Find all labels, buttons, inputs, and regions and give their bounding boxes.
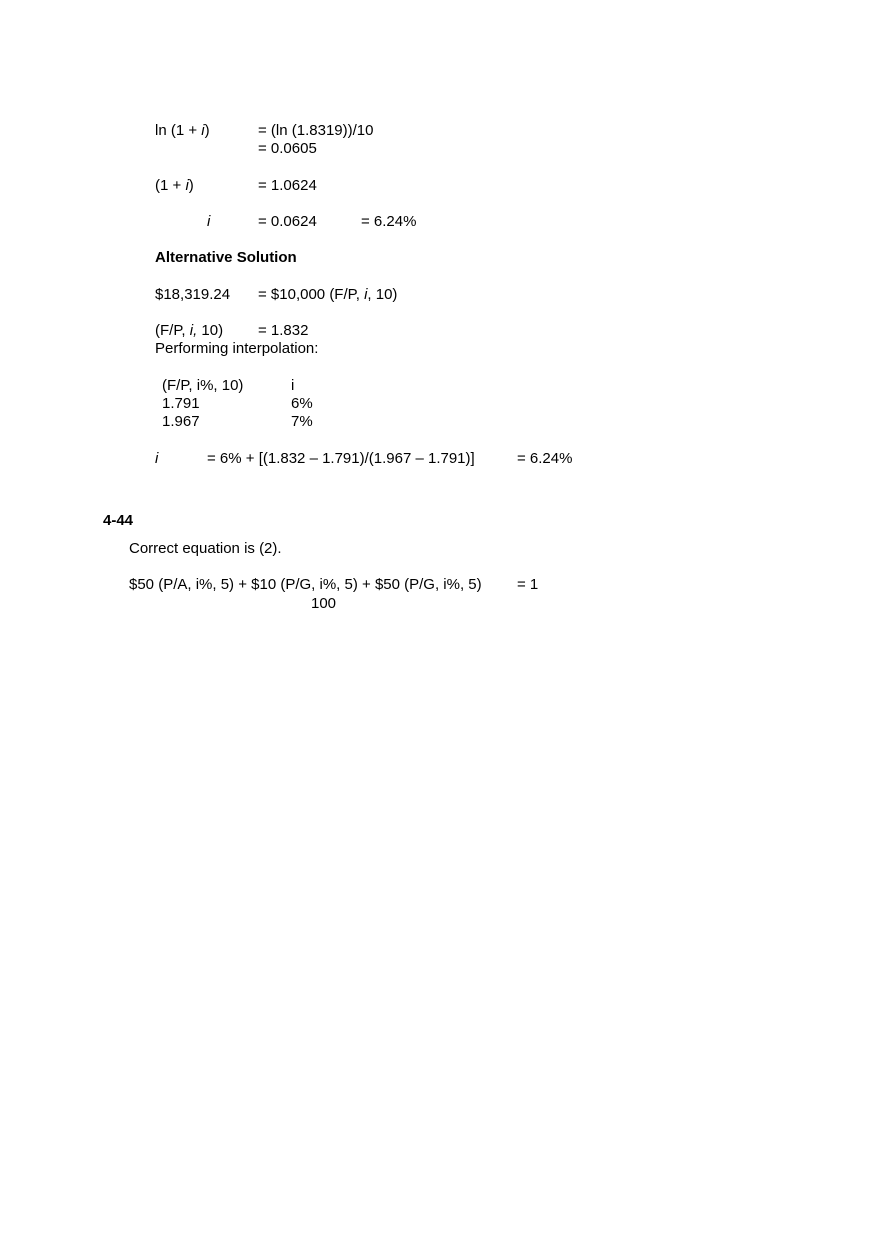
interp-header-rate: i bbox=[291, 377, 295, 394]
interp-result-value: = 6.24% bbox=[517, 450, 573, 467]
alt1-rhs: = $10,000 (F/P, i, 10) bbox=[258, 286, 398, 303]
eq4-lhs: i bbox=[207, 213, 211, 230]
eq1-lhs: ln (1 + i) bbox=[155, 122, 210, 139]
eq3-lhs: (1 + i) bbox=[155, 177, 194, 194]
interp-result-lhs: i bbox=[155, 450, 159, 467]
eq4-rhs: = 0.0624 bbox=[258, 213, 317, 230]
interpolation-label: Performing interpolation: bbox=[155, 340, 319, 357]
interp-header-factor: (F/P, i%, 10) bbox=[162, 377, 244, 394]
eq1-rhs: = (ln (1.8319))/10 bbox=[258, 122, 374, 139]
eq3-rhs: = 1.0624 bbox=[258, 177, 317, 194]
interp-row2-factor: 1.967 bbox=[162, 413, 200, 430]
alt2-rhs: = 1.832 bbox=[258, 322, 309, 339]
interp-row2-rate: 7% bbox=[291, 413, 313, 430]
alt2-lhs: (F/P, i, 10) bbox=[155, 322, 224, 339]
eq4-result: = 6.24% bbox=[361, 213, 417, 230]
interp-row1-rate: 6% bbox=[291, 395, 313, 412]
interp-result-rhs: = 6% + [(1.832 – 1.791)/(1.967 – 1.791)] bbox=[207, 450, 475, 467]
equation-lhs: $50 (P/A, i%, 5) + $10 (P/G, i%, 5) + $50 (P/G, i%, 5) bbox=[129, 576, 482, 593]
alt1-lhs: $18,319.24 bbox=[155, 286, 231, 303]
equation-rhs: = 1 bbox=[517, 576, 539, 593]
problem-statement: Correct equation is (2). bbox=[129, 540, 282, 557]
problem-number: 4-44 bbox=[103, 512, 134, 529]
alt-solution-heading: Alternative Solution bbox=[155, 249, 297, 266]
interp-row1-factor: 1.791 bbox=[162, 395, 200, 412]
page-number: 100 bbox=[311, 595, 337, 612]
eq2-rhs: = 0.0605 bbox=[258, 140, 317, 157]
